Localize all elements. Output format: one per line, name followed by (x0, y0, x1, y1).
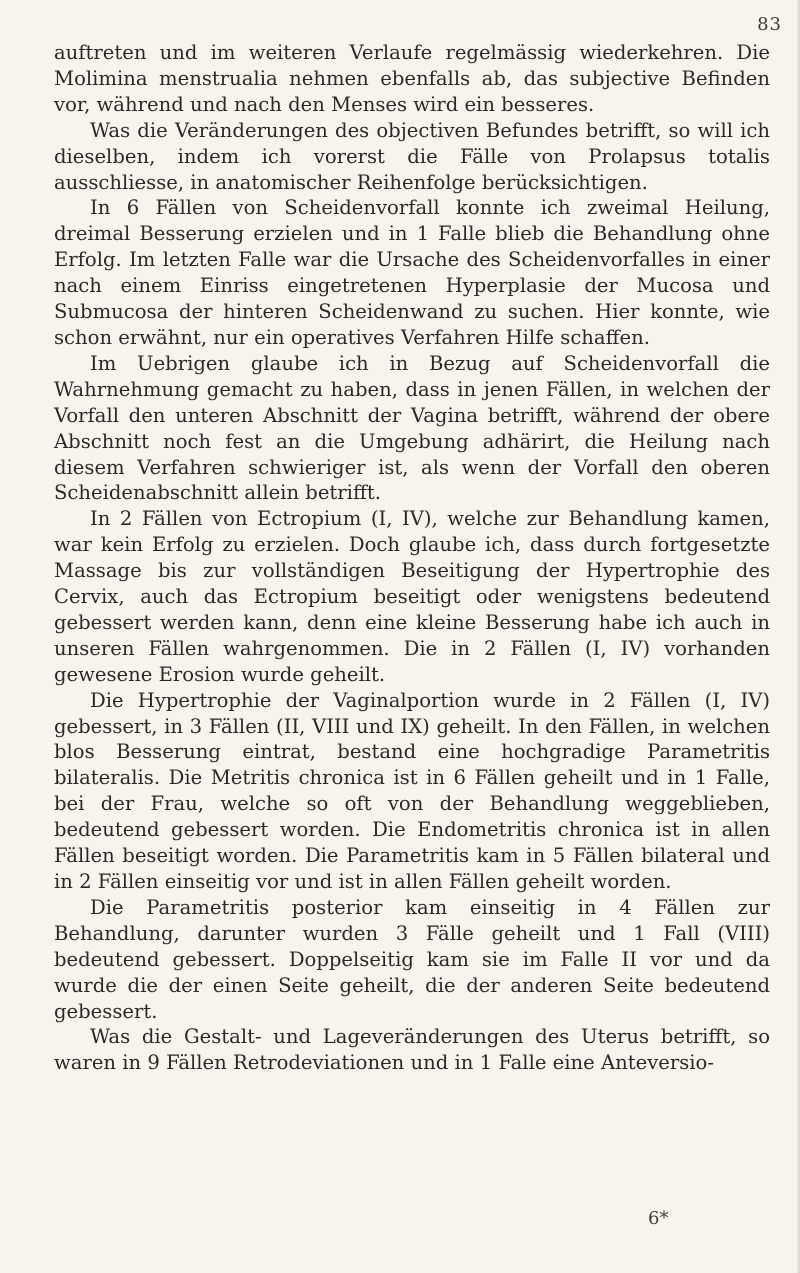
paragraph-8: Was die Gestalt- und Lageveränderungen des Uterus betrifft, so waren in 9 Fällen Retrodeviationen und in 1 Falle eine Anteversio- (54, 1025, 770, 1075)
paragraph-5: In 2 Fällen von Ectropium (I, IV), welche zur Behandlung kamen, war kein Erfolg zu erzielen. Doch glaube ich, dass durch fortgesetzte Massage bis zur vollständigen Beseitigung der Hypertrophie des Cervix, auch das Ectropium beseitigt oder wenigstens bedeutend gebessert werden kann, denn eine kleine Besserung habe ich auch in unseren Fällen wahrgenommen. Die in 2 Fällen (I, IV) vorhanden gewesene Erosion wurde geheilt. (54, 507, 770, 686)
paragraph-7: Die Parametritis posterior kam einseitig in 4 Fällen zur Behandlung, darunter wurden 3 Fälle geheilt und 1 Fall (VIII) bedeutend gebessert. Doppelseitig kam sie im Falle II vor und da wurde die der einen Seite geheilt, die der anderen Seite bedeutend gebessert. (54, 895, 770, 1023)
paragraph-1: auftreten und im weiteren Verlaufe regelmässig wiederkehren. Die Molimina menstrualia nehmen ebenfalls ab, das subjective Befinden vor, während und nach den Menses wird ein besseres. (54, 41, 770, 116)
body-text (54, 40, 770, 1076)
paragraph-2: Was die Veränderungen des objectiven Befundes betrifft, so will ich dieselben, indem ich vorerst die Fälle von Prolapsus totalis ausschliesse, in anatomischer Reihenfolge berücksichtigen. (54, 118, 770, 194)
paragraph-4: Im Uebrigen glaube ich in Bezug auf Scheidenvorfall die Wahrnehmung gemacht zu haben, dass in jenen Fällen, in welchen der Vorfall den unteren Abschnitt der Vagina betrifft, während der obere Abschnitt noch fest an die Umgebung adhärirt, die Heilung nach diesem Verfahren schwieriger ist, als wenn der Vorfall den oberen Scheidenabschnitt allein betrifft. (54, 351, 770, 505)
page-number: 83 (757, 14, 782, 35)
paragraph-3: In 6 Fällen von Scheidenvorfall konnte ich zweimal Heilung, dreimal Besserung erzielen und in 1 Falle blieb die Behandlung ohne Erfolg. Im letzten Falle war die Ursache des Scheidenvorfalles in einer nach einem Einriss eingetretenen Hyperplasie der Mucosa und Submucosa der hinteren Scheidenwand zu suchen. Hier konnte, wie schon erwähnt, nur ein operatives Verfahren Hilfe schaffen. (54, 196, 770, 349)
page-edge-shadow (796, 0, 800, 1273)
printer-signature-mark: 6* (648, 1208, 669, 1229)
paragraph-6: Die Hypertrophie der Vaginalportion wurde in 2 Fällen (I, IV) gebessert, in 3 Fällen (II, VIII und IX) geheilt. In den Fällen, in welchen blos Besserung eintrat, bestand eine hochgradige Parametritis bilateralis. Die Metritis chronica ist in 6 Fällen geheilt und in 1 Falle, bei der Frau, welche so oft von der Behandlung weggeblieben, bedeutend gebessert worden. Die Endometritis chronica ist in allen Fällen beseitigt worden. Die Parametritis kam in 5 Fällen bilateral und in 2 Fällen einseitig vor und ist in allen Fällen geheilt worden. (54, 688, 770, 893)
